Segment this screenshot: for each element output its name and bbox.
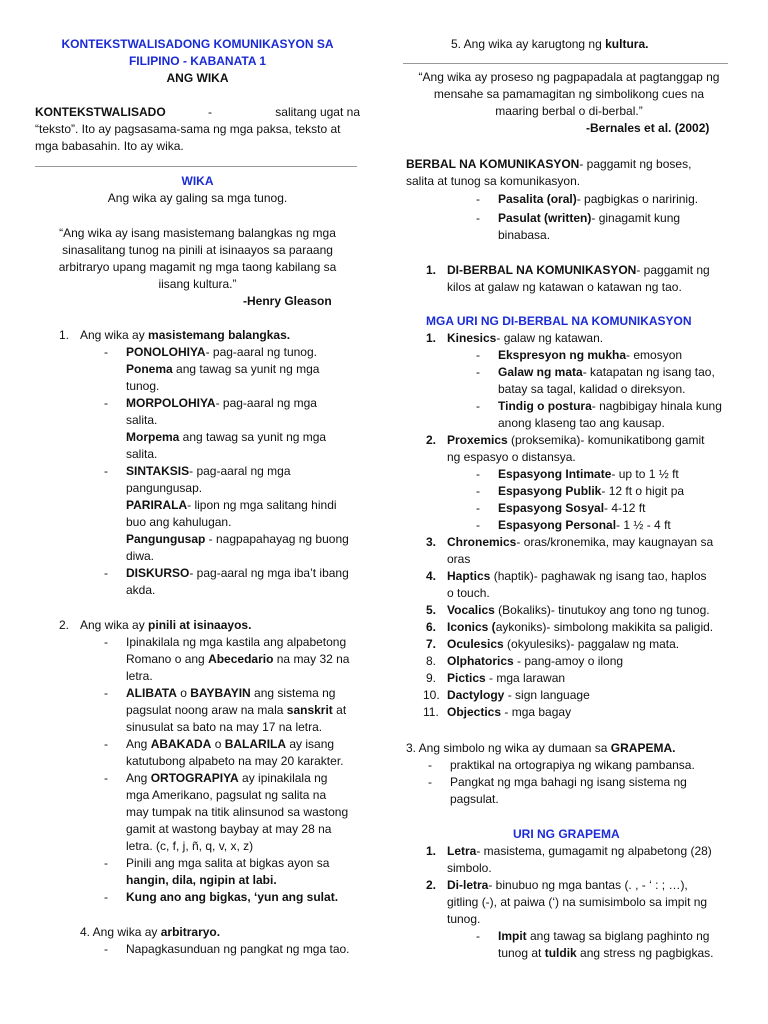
list-item: - Pangkat ng mga bahagi ng isang sistema ng pagsulat. xyxy=(428,774,733,808)
diberbal-types xyxy=(423,330,736,721)
list-item: Pangungusap - nagpapahayag ng buong diwa. xyxy=(126,532,349,563)
list-item: - PONOLOHIYA- pag-aaral ng tunog. xyxy=(104,344,360,361)
list-item: 3. Chronemics- oras/kronemika, may kaugnayan sa oras xyxy=(426,535,714,566)
list-item: - Napagkasunduan ng pangkat ng mga tao. xyxy=(104,941,382,958)
list-item: - Pasalita (oral)- pagbigkas o naririnig. xyxy=(476,191,731,208)
list-item-2: 2. Ang wika ay pinili at isinaayos. xyxy=(59,618,252,632)
document-title: KONTEKSTWALISADONG KOMUNIKASYON SA FILIPINO - KABANATA 1 xyxy=(61,37,334,68)
list-item-3: 3. Ang simbolo ng wika ay dumaan sa GRAPEMA. xyxy=(406,741,676,755)
list-item: - Kung ano ang bigkas, ‘yun ang sulat. xyxy=(104,889,360,906)
kontekstwalisado-definition: KONTEKSTWALISADO - salitang ugat na “teksto”. Ito ay pagsasama-sama ng mga paksa, teksto at mga babasahin. Ito ay wika. xyxy=(35,105,360,153)
right-column xyxy=(403,0,735,1024)
list-item: 4. Haptics (haptik)- paghawak ng isang tao, haplos o touch. xyxy=(426,569,707,600)
wika-definition: Ang wika ay galing sa mga tunog. xyxy=(107,191,288,205)
grapema-types xyxy=(426,843,736,962)
list-item: - Espasyong Personal- 1 ½ - 4 ft xyxy=(476,517,736,534)
list-item: 1. Letra- masistema, gumagamit ng alpabetong (28) simbolo. xyxy=(426,844,712,875)
list-item: - Pinili ang mga salita at bigkas ayon sa hangin, dila, ngipin at labi. xyxy=(104,855,360,889)
wika-heading: WIKA xyxy=(181,174,214,188)
divider xyxy=(35,166,357,167)
grapema-heading: URI NG GRAPEMA xyxy=(513,827,620,841)
list-item: - praktikal na ortograpiya ng wikang pambansa. xyxy=(428,757,733,774)
list-item: PARIRALA- lipon ng mga salitang hindi buo ang kahulugan. xyxy=(126,498,337,529)
bernales-quote: “Ang wika ay proseso ng pagpapadala at pagtanggap ng mensahe sa pamamagitan ng simbolikong cues na maaring berbal o di-berbal.” xyxy=(418,70,720,118)
berbal-definition: BERBAL NA KOMUNIKASYON- paggamit ng boses, salita at tunog sa komunikasyon. xyxy=(406,157,692,188)
list-item: 10. Dactylogy - sign language xyxy=(423,688,590,702)
list-item: 2. Proxemics (proksemika)- komunikatibong gamit ng espasyo o distansya. xyxy=(426,433,705,464)
list-item: 5. Vocalics (Bokaliks)- tinutukoy ang tono ng tunog. xyxy=(426,603,710,617)
item1-sublist xyxy=(104,344,360,599)
list-item-5: 5. Ang wika ay karugtong ng kultura. xyxy=(451,37,649,51)
quote-author: -Bernales et al. (2002) xyxy=(586,121,710,135)
list-item: - Impit ang tawag sa biglang paghinto ng tunog at tuldik ang stress ng pagbigkas. xyxy=(476,928,736,962)
list-item: - ALIBATA o BAYBAYIN ang sistema ng pagsulat noong araw na mala sanskrit at sinusulat sa bato na may 17 na letra. xyxy=(104,685,360,736)
list-item: - Tindig o postura- nagbibigay hinala kung anong klaseng tao ang kausap. xyxy=(476,398,736,432)
list-item: - SINTAKSIS- pag-aaral ng mga pangungusap. xyxy=(104,463,360,497)
list-item: - Ekspresyon ng mukha- emosyon xyxy=(476,347,736,364)
left-column xyxy=(35,0,360,1024)
list-item: Morpema ang tawag sa yunit ng mga salita. xyxy=(126,430,327,461)
list-item: - DISKURSO- pag-aaral ng mga iba’t ibang akda. xyxy=(104,565,360,599)
grapema-sublist xyxy=(428,757,733,808)
list-item: - Espasyong Intimate- up to 1 ½ ft xyxy=(476,466,736,483)
list-item: - MORPOLOHIYA- pag-aaral ng mga salita. xyxy=(104,395,360,429)
list-item: 6. Iconics (aykoniks)- simbolong makikita sa paligid. xyxy=(426,620,714,634)
diberbal-definition: 1. DI-BERBAL NA KOMUNIKASYON- paggamit ng kilos at galaw ng katawan o katawan ng tao. xyxy=(426,263,710,294)
list-item-4: 4. Ang wika ay arbitraryo. xyxy=(80,925,221,939)
uri-heading: MGA URI NG DI-BERBAL NA KOMUNIKASYON xyxy=(426,314,692,328)
list-item: 11. Objectics - mga bagay xyxy=(423,705,572,719)
list-item: 2. Di-letra- binubuo ng mga bantas (. , - ‘ : ; …), gitling (-), at paiwa (‘) na sumisimbolo sa impit ng tunog. xyxy=(426,878,708,926)
list-item: - Espasyong Publik- 12 ft o higit pa xyxy=(476,483,736,500)
quote-author: -Henry Gleason xyxy=(243,294,332,308)
berbal-sublist xyxy=(476,191,731,244)
list-item: - Pasulat (written)- ginagamit kung binabasa. xyxy=(476,210,731,244)
item2-sublist xyxy=(104,634,360,906)
list-item: - Ipinakilala ng mga kastila ang alpabetong Romano o ang Abecedario na may 32 na letra. xyxy=(104,634,360,685)
list-item: - Ang ABAKADA o BALARILA ay isang katutubong alpabeto na may 20 karakter. xyxy=(104,736,360,770)
list-item: 8. Olphatorics - pang-amoy o ilong xyxy=(426,654,624,668)
list-item: 1. Kinesics- galaw ng katawan. xyxy=(426,331,604,345)
list-item: 7. Oculesics (okyulesiks)- paggalaw ng mata. xyxy=(426,637,680,651)
list-item-1: 1. Ang wika ay masistemang balangkas. xyxy=(59,328,291,342)
list-item: - Galaw ng mata- katapatan ng isang tao, batay sa tagal, kalidad o direksyon. xyxy=(476,364,736,398)
list-item: Ponema ang tawag sa yunit ng mga tunog. xyxy=(126,362,320,393)
divider xyxy=(403,63,728,64)
list-item: - Ang ORTOGRAPIYA ay ipinakilala ng mga Amerikano, pagsulat ng salita na may tumpak na titik alinsunod sa wastong gamit at wastong baybay at may 28 na letra. (c, f, j, ñ, q, v, x, z) xyxy=(104,770,360,855)
list-item: - Espasyong Sosyal- 4-12 ft xyxy=(476,500,736,517)
document-subtitle: ANG WIKA xyxy=(166,71,229,85)
list-item: 9. Pictics - mga larawan xyxy=(426,671,566,685)
gleason-quote: “Ang wika ay isang masistemang balangkas ng mga sinasalitang tunog na pinili at isinaayos sa paraang arbitraryo upang magamit ng mga taong kabilang sa iisang kultura.” xyxy=(58,226,337,291)
